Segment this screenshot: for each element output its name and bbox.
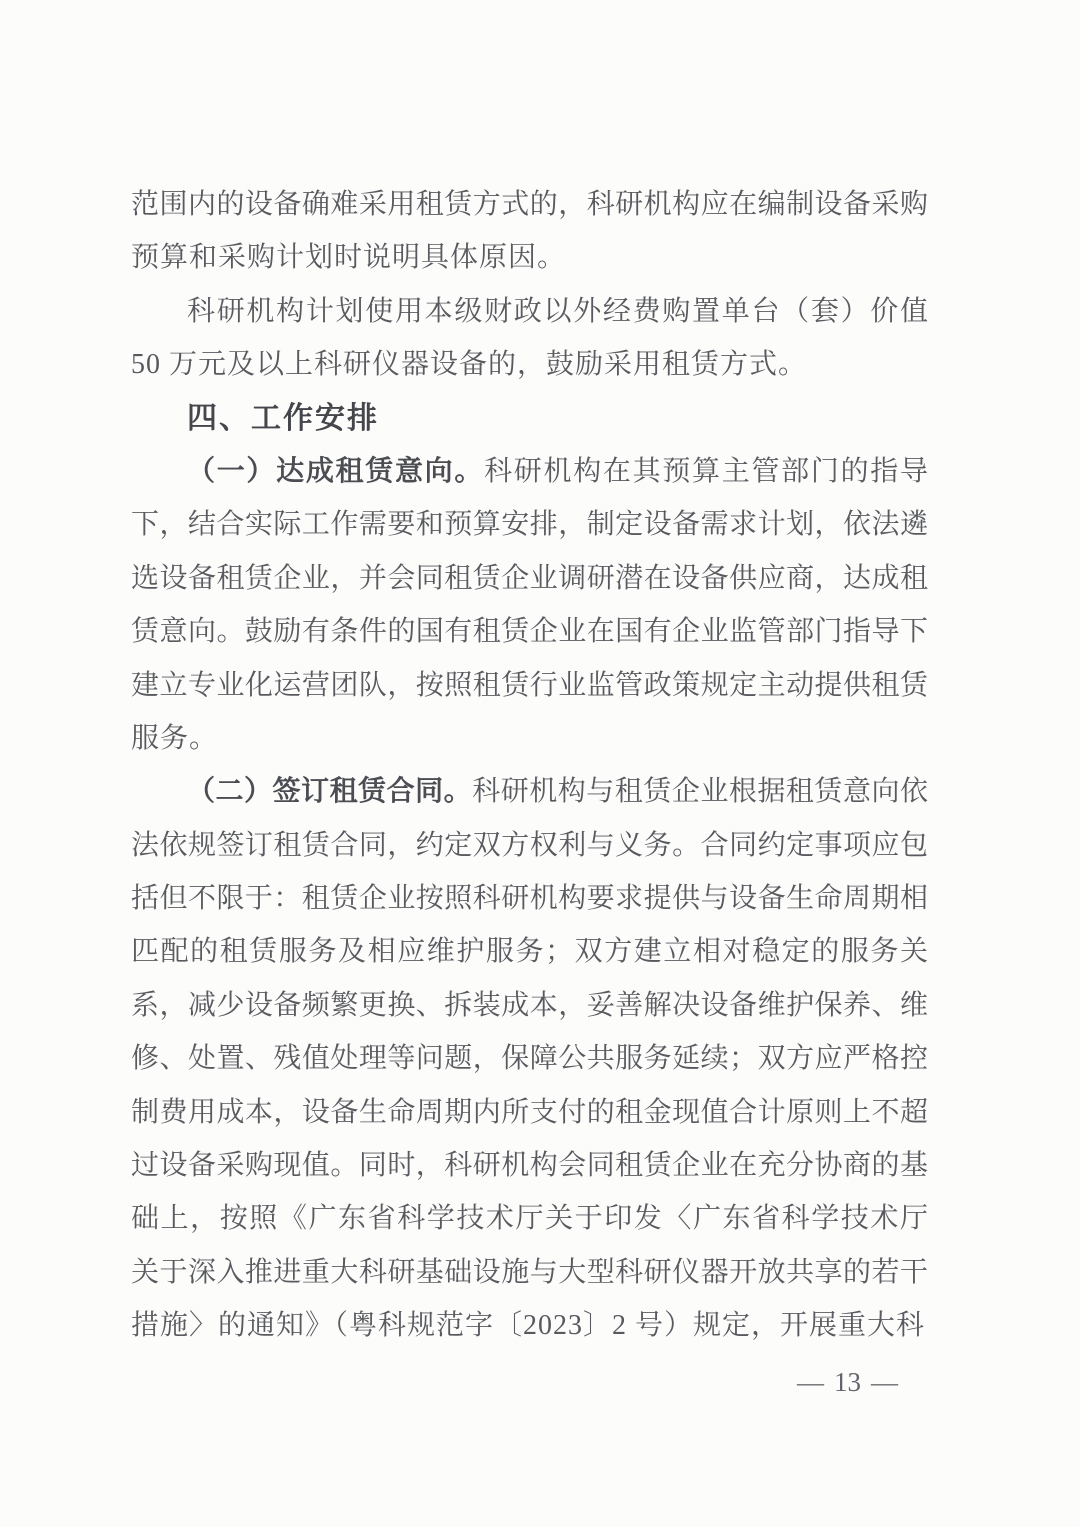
body-line: 法依规签订租赁合同，约定双方权利与义务。合同约定事项应包 bbox=[131, 829, 928, 861]
paragraph-text: 科研机构与租赁企业根据租赁意向依 bbox=[472, 776, 928, 808]
body-line bbox=[131, 445, 928, 498]
page-number bbox=[787, 1362, 908, 1402]
body-line: 括但不限于：租赁企业按照科研机构要求提供与设备生命周期相 bbox=[131, 883, 928, 915]
body-line: 制费用成本，设备生命周期内所支付的租金现值合计原则上不超 bbox=[131, 1096, 928, 1128]
body-line: 建立专业化运营团队，按照租赁行业监管政策规定主动提供租赁 bbox=[131, 669, 928, 701]
paragraph-text: 科研机构在其预算主管部门的指导 bbox=[484, 455, 928, 487]
body-line: 修、处置、残值处理等问题，保障公共服务延续；双方应严格控 bbox=[131, 1043, 928, 1075]
paragraph-lead: （一）达成租赁意向。 bbox=[187, 455, 485, 487]
body-line: 匹配的租赁服务及相应维护服务；双方建立相对稳定的服务关 bbox=[131, 936, 928, 968]
body-line: 关于深入推进重大科研基础设施与大型科研仪器开放共享的若干 bbox=[131, 1256, 928, 1288]
page-number-dash-right: — bbox=[871, 1367, 898, 1397]
body-line: 服务。 bbox=[131, 722, 219, 754]
body-line: 50 万元及以上科研仪器设备的，鼓励采用租赁方式。 bbox=[131, 349, 808, 381]
body-line: 范围内的设备确难采用租赁方式的，科研机构应在编制设备采购 bbox=[131, 189, 928, 220]
page-number-value: 13 bbox=[834, 1367, 861, 1397]
body-line: 下，结合实际工作需要和预算安排，制定设备需求计划，依法遴 bbox=[131, 509, 928, 541]
body-line: 预算和采购计划时说明具体原因。 bbox=[131, 242, 567, 274]
body-line: 赁意向。鼓励有条件的国有租赁企业在国有企业监管部门指导下 bbox=[131, 616, 928, 648]
body-line: 础上，按照《广东省科学技术厅关于印发〈广东省科学技术厅 bbox=[131, 1203, 928, 1235]
body-line bbox=[131, 765, 928, 818]
page-number-dash-left: — bbox=[797, 1367, 824, 1397]
paragraph-lead: （二）签订租赁合同。 bbox=[187, 776, 473, 808]
body-line: 过设备采购现值。同时，科研机构会同租赁企业在充分协商的基 bbox=[131, 1150, 928, 1182]
document-body bbox=[131, 178, 928, 1353]
body-line: 系，减少设备频繁更换、拆装成本，妥善解决设备维护保养、维 bbox=[131, 989, 928, 1021]
body-line: 科研机构计划使用本级财政以外经费购置单台（套）价值 bbox=[187, 295, 928, 327]
section-heading: 四、工作安排 bbox=[187, 401, 379, 435]
body-line: 选设备租赁企业，并会同租赁企业调研潜在设备供应商，达成租 bbox=[131, 562, 928, 594]
body-line: 措施〉的通知》（粤科规范字〔2023〕2 号）规定，开展重大科 bbox=[131, 1310, 926, 1342]
